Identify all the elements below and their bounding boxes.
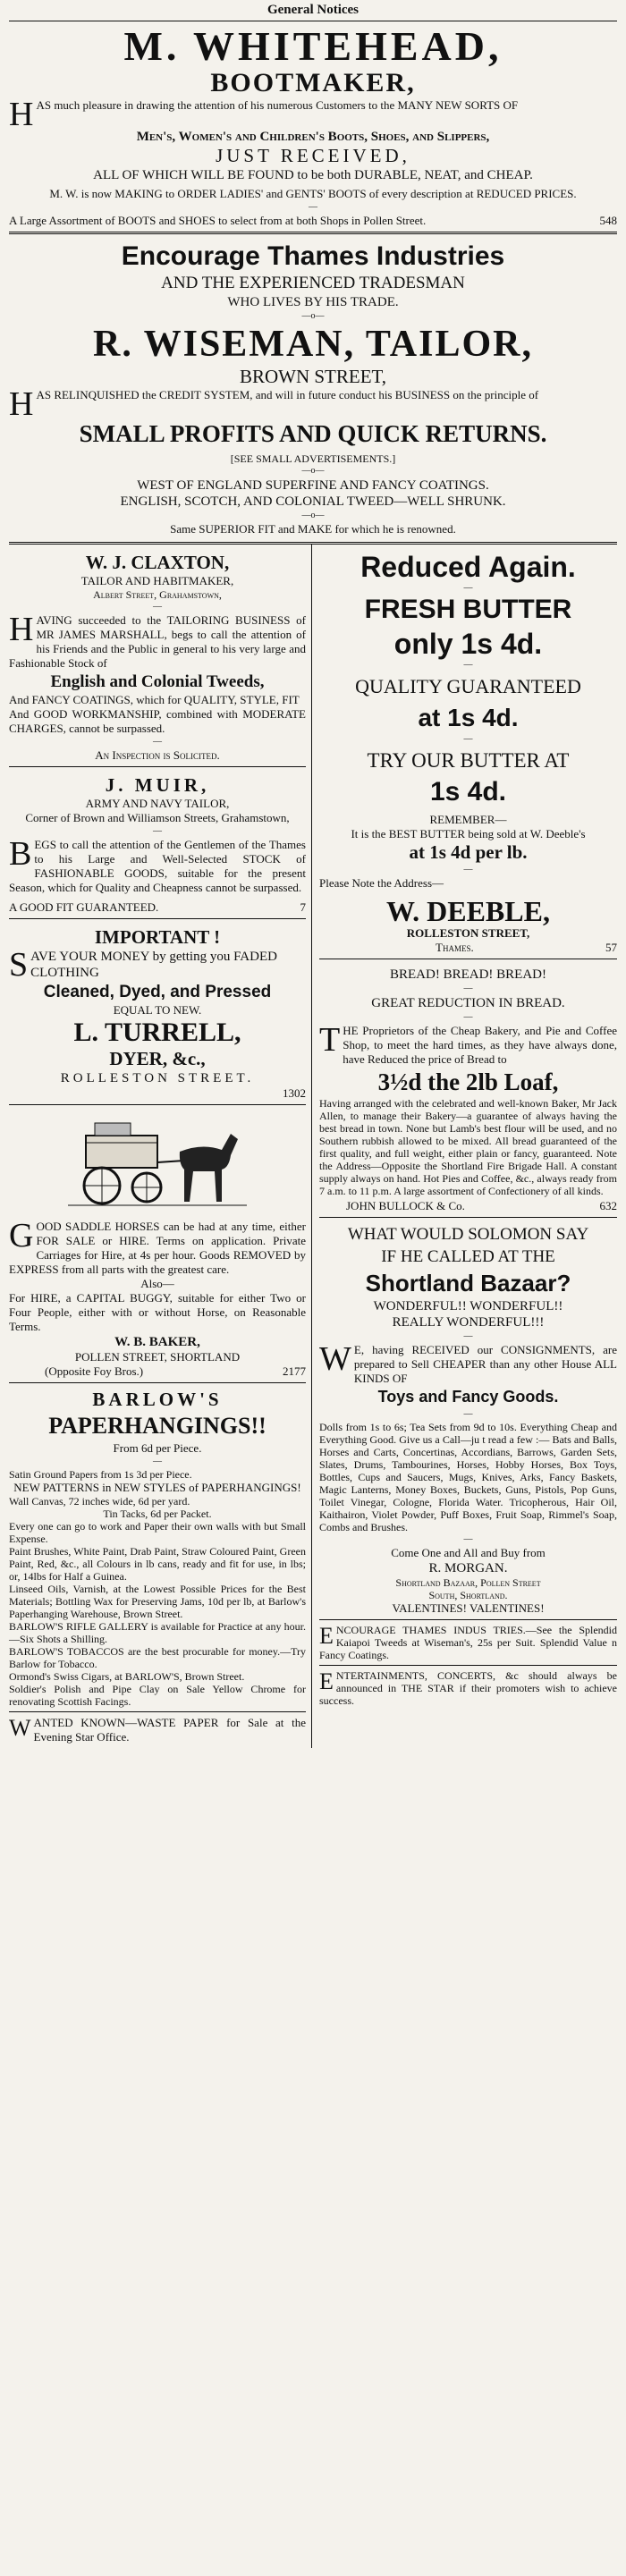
claxton-coatings: And FANCY COATINGS, which for QUALITY, STYLE, FIT	[9, 693, 300, 706]
barlow-paint: Paint Brushes, White Paint, Drab Paint, Straw Coloured Paint, Green Paint, Red, &c., all Colours in lb cans, ready and fit for use, in lbs; or, 14lbs for Half a Guinea.	[9, 1545, 306, 1583]
morgan-come: Come One and All and Buy from	[391, 1546, 546, 1559]
deeble-only: only 1s 4d.	[393, 628, 543, 660]
turrell-important: IMPORTANT !	[94, 926, 221, 948]
turrell-cleaned: Cleaned, Dyed, and Pressed	[43, 983, 272, 1001]
claxton-address: Albert Street, Grahamstown,	[93, 588, 222, 601]
wiseman-sub1: AND THE EXPERIENCED TRADESMAN	[161, 274, 465, 292]
claxton-name: W. J. CLAXTON,	[85, 552, 230, 573]
claxton-ad: W. J. CLAXTON, TAILOR AND HABITMAKER, Albert Street, Grahamstown, — HAVING succeeded to the TAILORING BUSINESS of MR JAMES MARSHALL, begs to call the attention of his Friends and the Public in general to his very large and Fashionable Stock of English and Colonial Tweeds, And FANCY COATINGS, which for QUALITY, STYLE, FIT And GOOD WORKMANSHIP, combined with MODERATE CHARGES, cannot be surpassed. — An Inspection is Solicited.	[9, 552, 306, 762]
morgan-solomon1: WHAT WOULD SOLOMON SAY	[347, 1225, 589, 1244]
muir-fit: A GOOD FIT GUARANTEED.	[9, 900, 159, 914]
turrell-save: SAVE YOUR MONEY by getting you FADED CLOTHING	[9, 946, 277, 984]
bullock-ad: BREAD! BREAD! BREAD! — GREAT REDUCTION IN BREAD. — THE Proprietors of the Cheap Bakery, and Pie and Coffee Shop, to meet the hard times, as they have always done, have Reduced the price of Bread to 3½d the 2lb Loaf, Having arranged with the celebrated and well-known Baker, Mr Jack Allen, to manage their Bakery—a guarantee of always having the best bread in town. None but Lamb's best flour will be used, and no Southern rubbish allowed to be mixed. All bread guaranteed of the first quality, and full weight, either plain or fancy, guaranteed. Note the Address—Opposite the Shortland Fire Brigade Hall. A constant supply always on hand. Hot Pies and Coffee, &c., always ready from 7 a.m. to 11 p.m. A large assortment of Confectionery of all kinds. JOHN BULLOCK & Co. 632	[319, 967, 617, 1212]
two-column-section	[9, 545, 617, 1748]
wiseman-body: HAS RELINQUISHED the CREDIT SYSTEM, and will in future conduct his BUSINESS on the principle of	[9, 385, 539, 423]
claxton-tweeds: English and Colonial Tweeds,	[50, 672, 265, 691]
bullock-body: THE Proprietors of the Cheap Bakery, and Pie and Coffee Shop, to meet the hard times, as they have always done, have Reduced the price of Bread to	[319, 1021, 617, 1066]
wiseman-motto: SMALL PROFITS AND QUICK RETURNS.	[79, 420, 547, 447]
morgan-toys: Toys and Fancy Goods.	[377, 1388, 559, 1406]
barlow-patterns: NEW PATTERNS in NEW STYLES of PAPERHANGINGS!	[13, 1481, 301, 1494]
morgan-really: REALLY WONDERFUL!!!	[392, 1315, 545, 1330]
barlow-cigars: Ormond's Swiss Cigars, at BARLOW'S, Brown Street.	[9, 1670, 245, 1683]
wiseman-see: [SEE SMALL ADVERTISEMENTS.]	[230, 452, 396, 465]
barlow-paper: PAPERHANGINGS!!	[48, 1413, 266, 1439]
deeble-note: Please Note the Address—	[319, 876, 444, 890]
left-column	[9, 545, 312, 1748]
morgan-bazaar: Shortland Bazaar?	[365, 1270, 571, 1296]
deeble-street: ROLLESTON STREET,	[406, 926, 530, 940]
wiseman-headline: Encourage Thames Industries	[121, 241, 505, 271]
turrell-ref: 1302	[283, 1086, 306, 1100]
bullock-name: JOHN BULLOCK & Co.	[346, 1199, 465, 1212]
morgan-valentines: VALENTINES! VALENTINES!	[392, 1601, 545, 1615]
barlow-canvas: Wall Canvas, 72 inches wide, 6d per yard.	[9, 1495, 190, 1508]
wiseman-ad: Encourage Thames Industries AND THE EXPERIENCED TRADESMAN WHO LIVES BY HIS TRADE. —o— R. WISEMAN, TAILOR, BROWN STREET, HAS RELINQUISHED the CREDIT SYSTEM, and will in future conduct his BUSINESS on the principle of SMALL PROFITS AND QUICK RETURNS. [SEE SMALL ADVERTISEMENTS.] —o— WEST OF ENGLAND SUPERFINE AND FANCY COATINGS. ENGLISH, SCOTCH, AND COLONIAL TWEED—WELL SHRUNK. —o— Same SUPERIOR FIT and MAKE for which he is renowned.	[9, 234, 617, 542]
deeble-at1: at 1s 4d.	[418, 704, 519, 731]
baker-ad: GOOD SADDLE HORSES can be had at any time, either FOR SALE or HIRE. Terms on application. Private Carriages for Hire, at 4s per hour. Goods REMOVED by EXPRESS from all parts with the greatest care. Also— For HIRE, a CAPITAL BUGGY, suitable for either Two or Four People, either with or without Horse, on Reasonable Terms. W. B. BAKER, POLLEN STREET, SHORTLAND (Opposite Foy Bros.) 2177	[9, 1105, 306, 1382]
entertainments-ad: ENTERTAINMENTS, CONCERTS, &c should always be announced in THE STAR if their promoters wish to achieve success.	[319, 1668, 617, 1707]
barlow-rifle: BARLOW'S RIFLE GALLERY is available for Practice at any hour.—Six Shots a Shilling.	[9, 1620, 306, 1645]
encourage-small-ad: ENCOURAGE THAMES INDUS TRIES.—See the Splendid Kaiapoi Tweeds at Wiseman's, 25s per Suit. Splendid Value n Fancy Coatings.	[319, 1623, 617, 1661]
bullock-detail: Having arranged with the celebrated and well-known Baker, Mr Jack Allen, to manage their Bakery—a guarantee of always having the best bread in town. None but Lamb's best flour will be used, and no Southern rubbish allowed to be mixed. All bread guaranteed of the first quality, and full weight, either plain or fancy, guaranteed. Note the Address—Opposite the Shortland Fire Brigade Hall. A constant supply always on hand. Hot Pies and Coffee, &c., always ready from 7 a.m. to 11 p.m. A large assortment of Confectionery of all kinds.	[319, 1097, 617, 1197]
barlow-satin: Satin Ground Papers from 1s 3d per Piece.	[9, 1468, 192, 1481]
deeble-name: W. DEEBLE,	[386, 895, 550, 927]
muir-body: BEGS to call the attention of the Gentlemen of the Thames to his Large and Well-Selected STOCK of FASHIONABLE GOODS, suitable for the present Season, which for Quality and Cheapness cannot be surpassed.	[9, 835, 306, 894]
deeble-price: 1s 4d.	[429, 777, 507, 807]
right-column	[312, 545, 617, 1710]
wiseman-name: R. WISEMAN, TAILOR,	[93, 324, 533, 365]
baker-buggy: For HIRE, a CAPITAL BUGGY, suitable for either Two or Four People, either with or without Horse, on Reasonable Terms.	[9, 1291, 306, 1333]
baker-body: GOOD SADDLE HORSES can be had at any time, either FOR SALE or HIRE. Terms on application. Private Carriages for Hire, at 4s per hour. Goods REMOVED by EXPRESS from all parts with the greatest care.	[9, 1217, 306, 1276]
whitehead-ad: M. WHITEHEAD, BOOTMAKER, HAS much pleasure in drawing the attention of his numerous Customers to the MANY NEW SORTS OF Men's, Women's and Children's Boots, Shoes, and Slippers, JUST RECEIVED, ALL OF WHICH WILL BE FOUND to be both DURABLE, NEAT, and CHEAP. M. W. is now MAKING to ORDER LADIES' and GENTS' BOOTS of every description at REDUCED PRICES. — A Large Assortment of BOOTS and SHOES to select from at both Shops in Pollen Street. 548	[9, 23, 617, 227]
wiseman-cloth2: ENGLISH, SCOTCH, AND COLONIAL TWEED—WELL SHRUNK.	[120, 494, 506, 509]
barlow-tobacco: BARLOW'S TOBACCOS are the best procurable for money.—Try Barlow for Tobacco.	[9, 1645, 306, 1670]
morgan-address1: Shortland Bazaar, Pollen Street	[395, 1576, 541, 1589]
muir-trade: ARMY AND NAVY TAILOR,	[85, 797, 230, 810]
turrell-ad	[9, 919, 306, 1104]
baker-street: POLLEN STREET, SHORTLAND	[74, 1350, 241, 1364]
wanted-ad: WANTED KNOWN—WASTE PAPER for Sale at the Evening Star Office.	[9, 1715, 306, 1744]
barlow-tacks: Tin Tacks, 6d per Packet.	[103, 1508, 212, 1520]
barlow-ad: BARLOW'S PAPERHANGINGS!! From 6d per Piece. — Satin Ground Papers from 1s 3d per Piece. NEW PATTERNS in NEW STYLES of PAPERHANGINGS! Wall Canvas, 72 inches wide, 6d per yard. Tin Tacks, 6d per Packet. Every one can go to work and Paper their own walls with but Small Expense. Paint Brushes, White Paint, Drab Paint, Straw Coloured Paint, Green Paint, Red, &c., all Colours in lb cans, ready and fit for use, in lbs; or, 14lbs for Half a Guinea. Linseed Oils, Varnish, at the Lowest Possible Prices for the Best Materials; Bottling Wax for Preserving Jams, 10d per lb, at Barlow's Paperhanging Warehouse, Brown Street. BARLOW'S RIFLE GALLERY is available for Practice at any hour.—Six Shots a Shilling. BARLOW'S TOBACCOS are the best procurable for money.—Try Barlow for Tobacco. Ormond's Swiss Cigars, at BARLOW'S, Brown Street. Soldier's Polish and Pipe Clay on Sale Yellow Chrome for renovating Scottish Facings.	[9, 1389, 306, 1708]
wiseman-street: BROWN STREET,	[239, 366, 387, 387]
whitehead-sorts: Men's, Women's and Children's Boots, Shoes, and Slippers,	[136, 130, 490, 144]
deeble-remember: REMEMBER—	[429, 813, 507, 826]
baker-also: Also—	[140, 1277, 174, 1290]
claxton-inspection: An Inspection is Solicited.	[95, 748, 220, 762]
muir-address: Corner of Brown and Williamson Streets, Grahamstown,	[25, 811, 290, 824]
whitehead-durable: ALL OF WHICH WILL BE FOUND to be both DURABLE, NEAT, and CHEAP.	[93, 168, 533, 182]
barlow-linseed: Linseed Oils, Varnish, at the Lowest Possible Prices for the Best Materials; Bottling Wax for Preserving Jams, 10d per lb, at Barlow's Paperhanging Warehouse, Brown Street.	[9, 1583, 306, 1620]
barlow-polish: Soldier's Polish and Pipe Clay on Sale Yellow Chrome for renovating Scottish Facings.	[9, 1683, 306, 1708]
whitehead-name: M. WHITEHEAD,	[123, 23, 503, 69]
baker-opp: (Opposite Foy Bros.)	[45, 1364, 144, 1378]
horse-carriage-illustration	[68, 1116, 247, 1214]
wiseman-cloth1: WEST OF ENGLAND SUPERFINE AND FANCY COATINGS.	[137, 478, 489, 493]
deeble-ad: Reduced Again. — FRESH BUTTER only 1s 4d. — QUALITY GUARANTEED at 1s 4d. — TRY OUR BUTTER AT 1s 4d. REMEMBER— It is the BEST BUTTER being sold at W. Deeble's at 1s 4d per lb. — Please Note the Address— W. DEEBLE, ROLLESTON STREET, Thames. 57	[319, 551, 617, 954]
whitehead-trade: BOOTMAKER,	[210, 68, 416, 97]
wiseman-sub2: WHO LIVES BY HIS TRADE.	[227, 295, 399, 309]
muir-name: J. MUIR,	[105, 774, 210, 796]
turrell-street: ROLLESTON STREET.	[60, 1071, 255, 1085]
bullock-reduction: GREAT REDUCTION IN BREAD.	[371, 996, 565, 1010]
claxton-workmanship: And GOOD WORKMANSHIP, combined with MODERATE CHARGES, cannot be surpassed.	[9, 707, 306, 735]
page-title: General Notices	[266, 3, 360, 17]
claxton-trade: TAILOR AND HABITMAKER,	[80, 574, 234, 587]
deeble-per-lb: at 1s 4d per lb.	[409, 841, 528, 863]
whitehead-assort: A Large Assortment of BOOTS and SHOES to select from at both Shops in Pollen Street. 548	[9, 214, 617, 227]
deeble-reduced: Reduced Again.	[360, 551, 576, 583]
barlow-name: BARLOW'S	[92, 1389, 223, 1410]
morgan-address2: South, Shortland.	[428, 1589, 508, 1601]
muir-ad: J. MUIR, ARMY AND NAVY TAILOR, Corner of Brown and Williamson Streets, Grahamstown, — BEGS to call the attention of the Gentlemen of the Thames to his Large and Well-Selected STOCK of FASHIONABLE GOODS, suitable for the present Season, which for Quality and Cheapness cannot be surpassed. A GOOD FIT GUARANTEED. 7	[9, 774, 306, 914]
turrell-equal: EQUAL TO NEW.	[113, 1003, 202, 1017]
morgan-wonderful: WONDERFUL!! WONDERFUL!!	[373, 1299, 563, 1313]
bullock-bread: BREAD! BREAD! BREAD!	[390, 967, 546, 982]
morgan-solomon2: IF HE CALLED AT THE	[381, 1247, 555, 1266]
barlow-price: From 6d per Piece.	[113, 1441, 202, 1455]
wiseman-fit: Same SUPERIOR FIT and MAKE for which he is renowned.	[170, 522, 456, 536]
barlow-every: Every one can go to work and Paper their own walls with but Small Expense.	[9, 1520, 306, 1545]
morgan-ad: WHAT WOULD SOLOMON SAY IF HE CALLED AT THE Shortland Bazaar? WONDERFUL!! WONDERFUL!! REALLY WONDERFUL!!! — W E, having RECEIVED our CONSIGNMENTS, are prepared to Sell CHEAPER than any other House ALL KINDS OF Toys and Fancy Goods. — Dolls from 1s to 6s; Tea Sets from 9d to 10s. Everything Cheap and Everything Good. Give us a Call—ju t read a few :— Bats and Balls, Horses and Carts, Concertinas, Accordians, Barrows, Garden Sets, Slates, Drums, Tambourines, Horses, Hobby Horses, Box Toys, Bottles, Cups and Saucers, Mugs, Knives, Arks, Fancy Baskets, Magic Lanterns, Money Boxes, Buckets, Guns, Pistols, Pop Guns, Toilet Vinegar, Cologne, Florida Water. Tricopherous, Hair Oil, Kaithairon, Violet Powder, Puff Boxes, Fruit Soap, Rimmel's Soap, Combs and Brushes. — Come One and All and Buy from R. MORGAN. Shortland Bazaar, Pollen Street South, Shortland. VALENTINES! VALENTINES!	[319, 1225, 617, 1615]
turrell-name: L. TURRELL,	[73, 1018, 241, 1047]
morgan-list: Dolls from 1s to 6s; Tea Sets from 9d to 10s. Everything Cheap and Everything Good. Give us a Call—ju t read a few :— Bats and Balls, Horses and Carts, Concertinas, Accordians, Barrows, Garden Sets, Slates, Drums, Tambourines, Horses, Hobby Horses, Box Toys, Bottles, Cups and Saucers, Mugs, Knives, Arks, Fancy Baskets, Magic Lanterns, Money Boxes, Buckets, Guns, Pistols, Pop Guns, Toilet Vinegar, Cologne, Florida Water. Tricopherous, Hair Oil, Kaithairon, Violet Powder, Puff Boxes, Fruit Soap, Rimmel's Soap, Combs and Brushes.	[319, 1421, 617, 1533]
whitehead-order: M. W. is now MAKING to ORDER LADIES' and GENTS' BOOTS of every description at REDUCED PRICES.	[49, 187, 577, 200]
whitehead-intro: HAS much pleasure in drawing the attention of his numerous Customers to the MANY NEW SORTS OF	[9, 96, 519, 133]
turrell-trade: DYER, &c.,	[109, 1048, 206, 1069]
bullock-loaf: 3½d the 2lb Loaf,	[377, 1068, 559, 1095]
whitehead-received: JUST RECEIVED,	[216, 145, 410, 166]
deeble-butter: FRESH BUTTER	[364, 595, 572, 624]
deeble-try: TRY OUR BUTTER AT	[367, 749, 570, 772]
morgan-name: R. MORGAN.	[428, 1561, 508, 1575]
deeble-best: It is the BEST BUTTER being sold at W. Deeble's	[351, 827, 586, 840]
claxton-body: HAVING succeeded to the TAILORING BUSINESS of MR JAMES MARSHALL, begs to call the attention of his Friends and the Public in general to his very large and Fashionable Stock of	[9, 611, 306, 670]
morgan-body: W E, having RECEIVED our CONSIGNMENTS, are prepared to Sell CHEAPER than any other House ALL KINDS OF	[319, 1340, 617, 1385]
deeble-quality: QUALITY GUARANTEED	[355, 675, 581, 697]
baker-name: W. B. BAKER,	[114, 1335, 200, 1349]
